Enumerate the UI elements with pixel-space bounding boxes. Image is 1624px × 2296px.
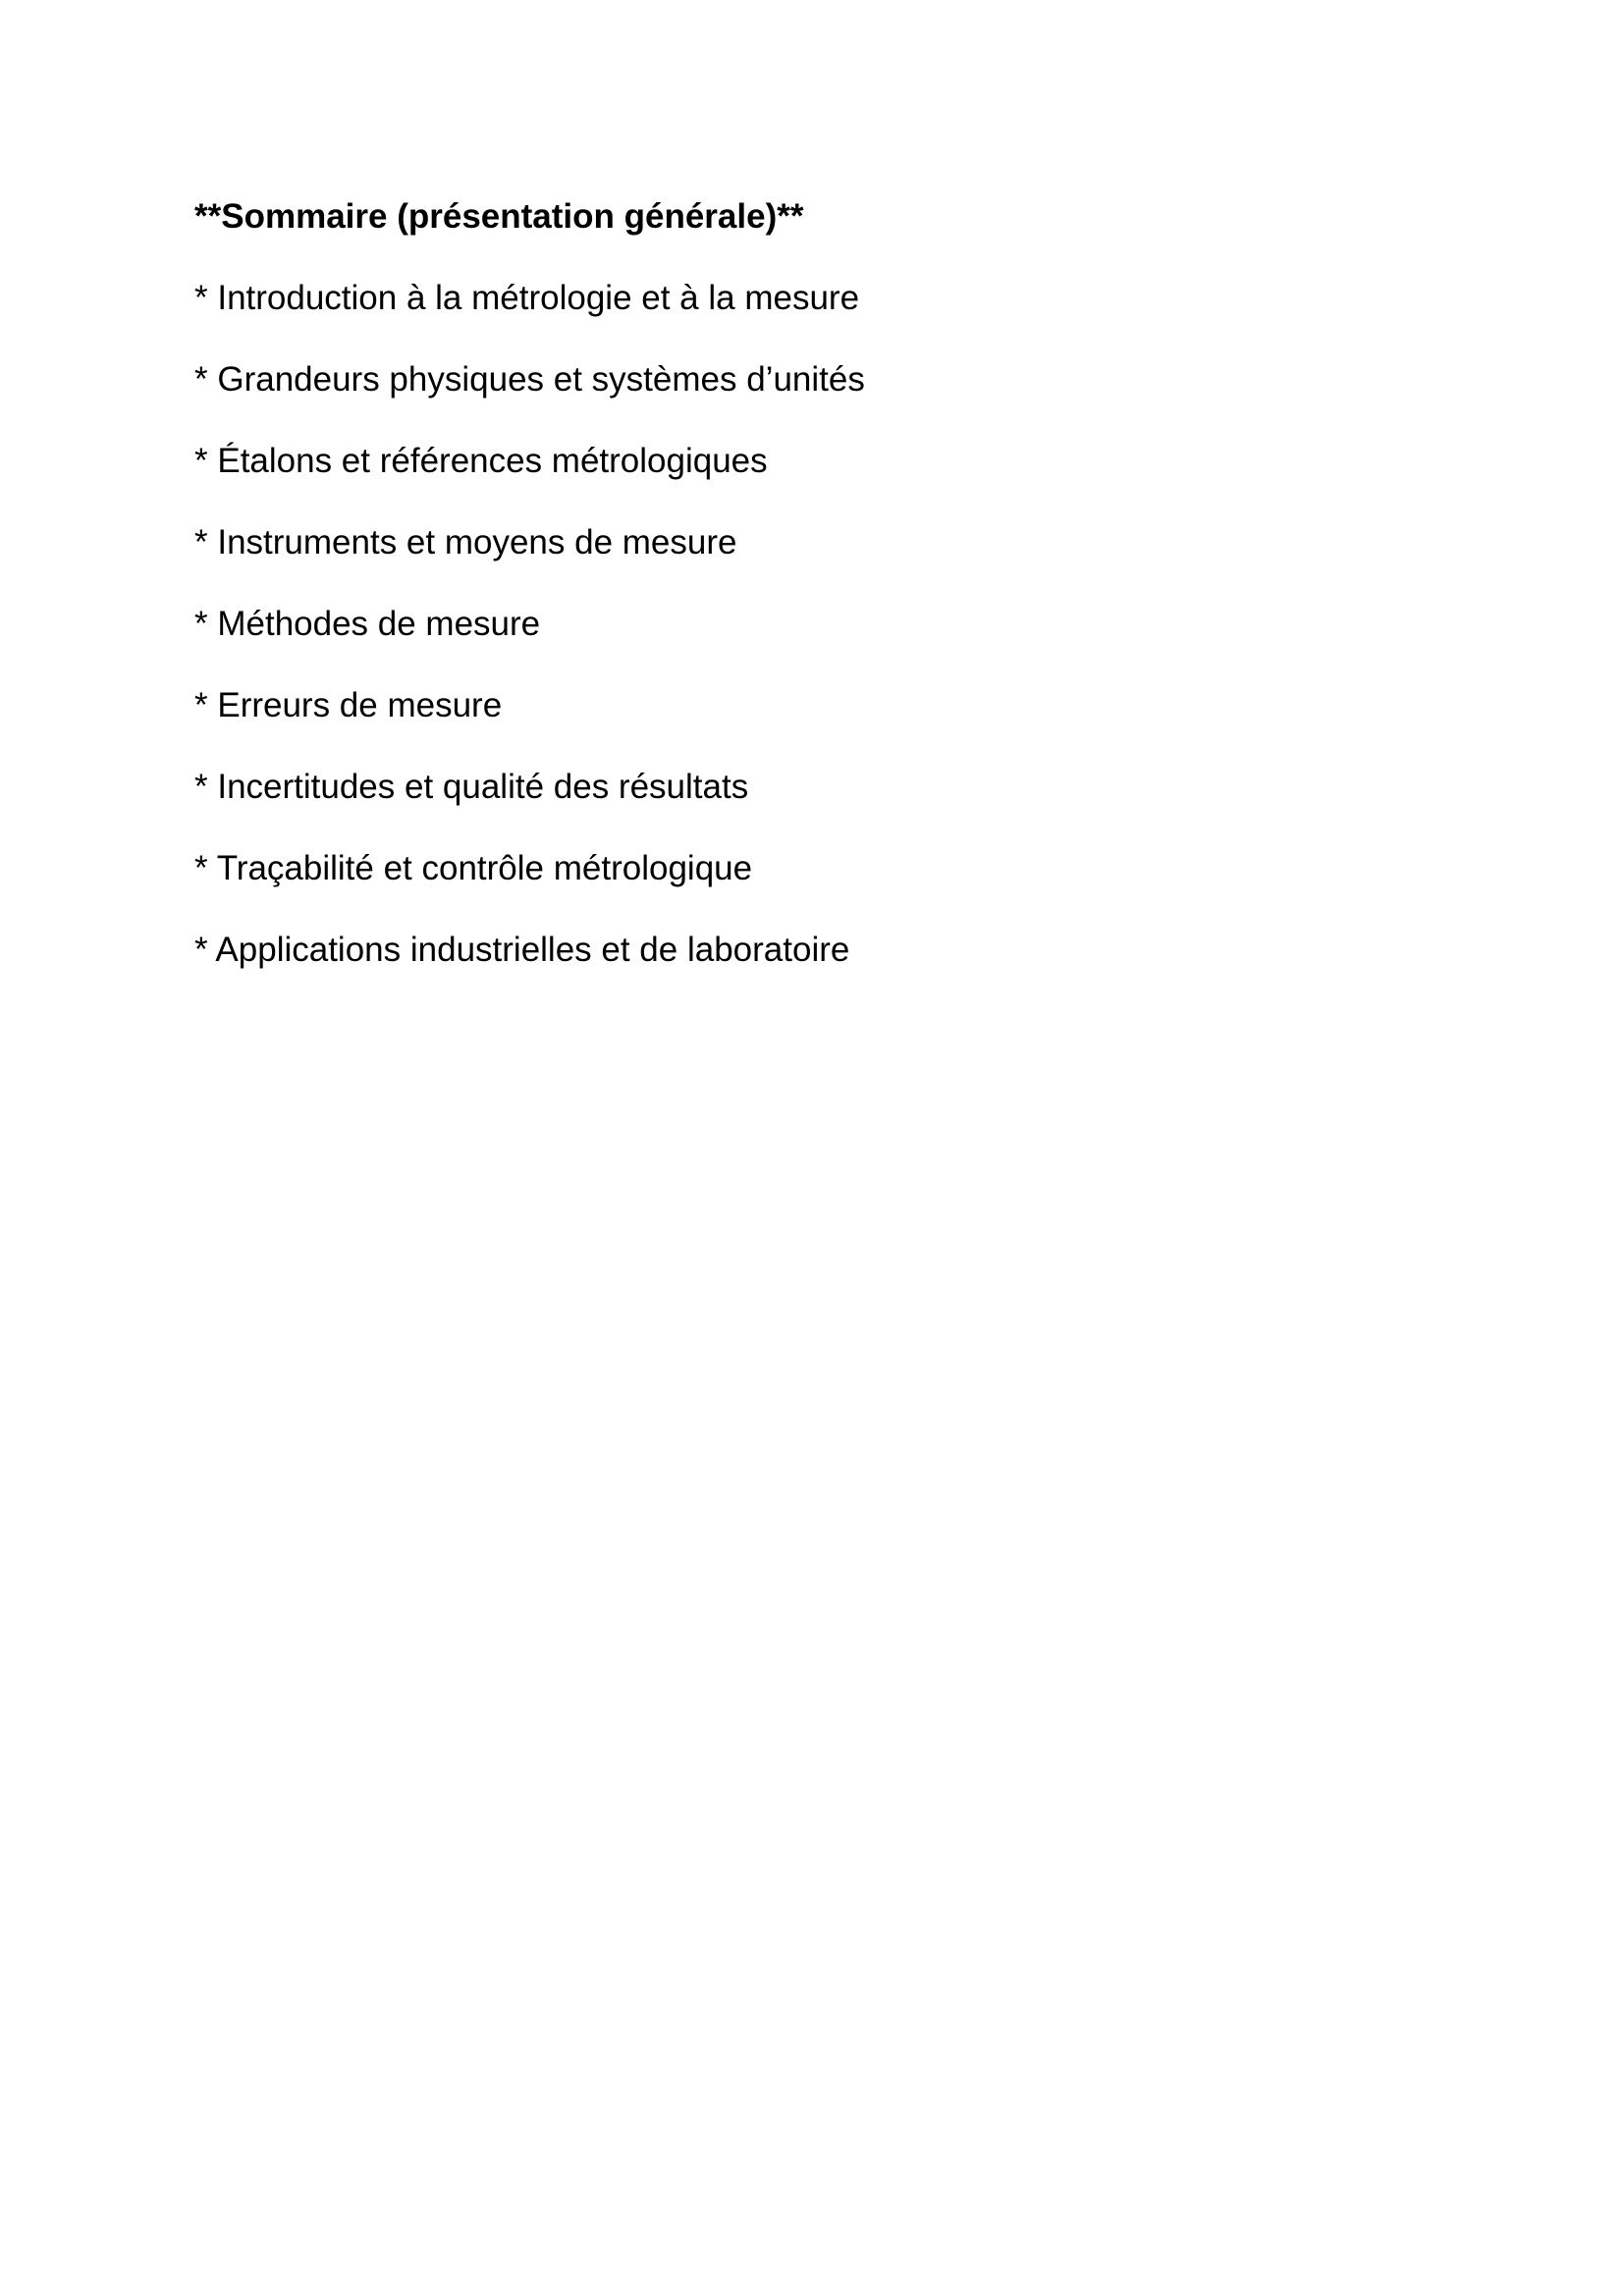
- toc-heading: **Sommaire (présentation générale)**: [194, 197, 804, 236]
- toc-item-incertitudes: * Incertitudes et qualité des résultats: [194, 768, 749, 806]
- toc-item-applications: * Applications industrielles et de laboratoire: [194, 931, 850, 969]
- toc-item-tracabilite: * Traçabilité et contrôle métrologique: [194, 849, 753, 887]
- toc-item-methodes: * Méthodes de mesure: [194, 605, 541, 643]
- toc-item-instruments: * Instruments et moyens de mesure: [194, 523, 737, 561]
- toc-list: [194, 276, 1432, 973]
- document-body: [194, 194, 1432, 1009]
- toc-item-etalons: * Étalons et références métrologiques: [194, 442, 768, 480]
- toc-item-grandeurs: * Grandeurs physiques et systèmes d’unités: [194, 360, 865, 399]
- toc-item-introduction: * Introduction à la métrologie et à la mesure: [194, 279, 860, 317]
- toc-item-erreurs: * Erreurs de mesure: [194, 686, 503, 724]
